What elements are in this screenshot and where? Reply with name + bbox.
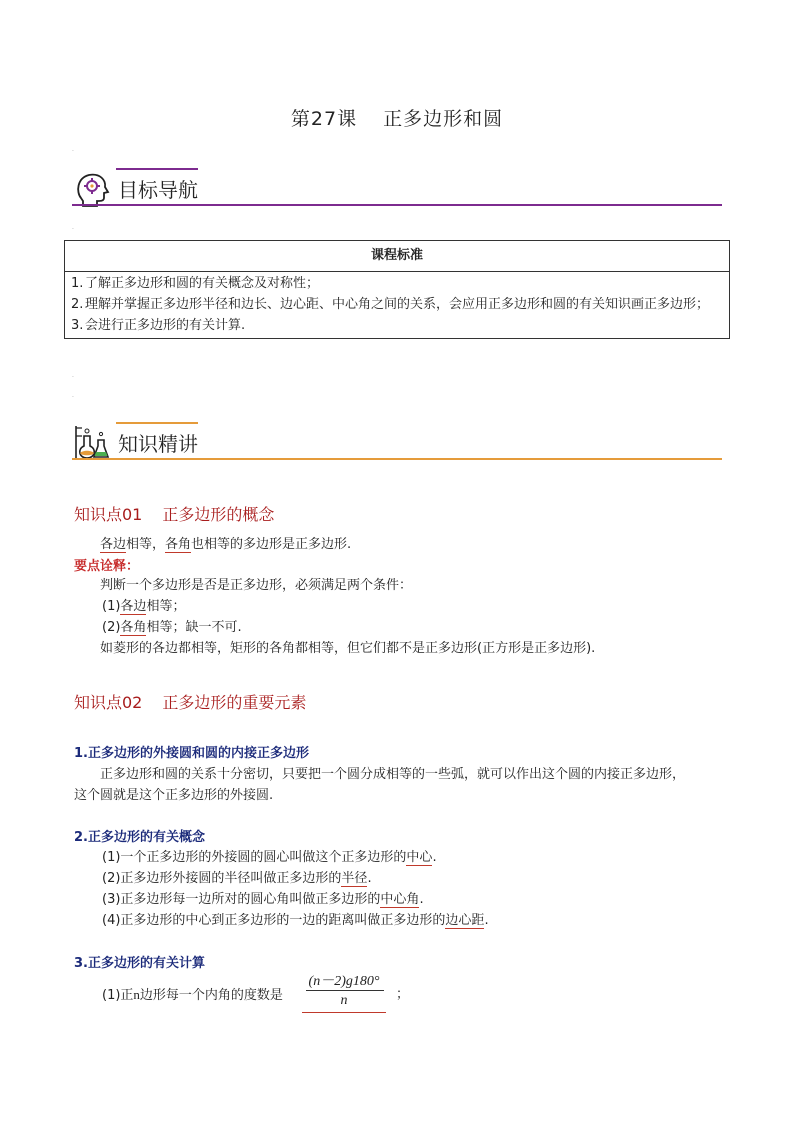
table-header: 课程标准: [65, 241, 729, 272]
calc-item-suffix: ；: [396, 987, 410, 1002]
course-standards-table: [64, 240, 730, 339]
blank-answer: 中心角: [380, 892, 420, 907]
decor-dot: ·: [72, 394, 74, 401]
concept-item: (1)一个正多边形的外接圆的圆心叫做这个正多边形的中心.: [102, 850, 437, 865]
page-title: [0, 104, 794, 131]
section-label: 目标导航: [118, 178, 198, 202]
section-divider: [72, 458, 722, 460]
blank-answer: 各角: [120, 620, 147, 635]
section-header-knowledge: [72, 422, 722, 464]
concept-item: (3)正多边形每一边所对的圆心角叫做正多边形的中心角.: [102, 892, 424, 907]
key-points-label: 要点诠释：: [74, 559, 140, 574]
section-top-rule: [116, 422, 198, 424]
blank-answer: 半径: [341, 871, 368, 886]
section-label: 知识精讲: [118, 432, 198, 456]
decor-dot: ·: [72, 374, 74, 381]
concept-item: (4)正多边形的中心到正多边形的一边的距离叫做正多边形的边心距.: [102, 913, 489, 928]
subsection-heading: 2.正多边形的有关概念: [74, 830, 205, 845]
variable-n: n: [133, 987, 140, 1002]
concept-item: (2)正多边形外接圆的半径叫做正多边形的半径.: [102, 871, 372, 886]
knowledge-point-01-title: 知识点01 正多边形的概念: [74, 505, 275, 524]
subsection-heading: 1.正多边形的外接圆和圆的内接正多边形: [74, 746, 309, 761]
kp1-note-intro: 判断一个多边形是否是正多边形，必须满足两个条件：: [100, 578, 413, 593]
lab-flask-icon: [72, 422, 112, 462]
fraction-numerator: (n－2)g180°: [308, 974, 380, 989]
lesson-title: 正多边形和圆: [383, 108, 504, 130]
standard-item: 1. 了解正多边形和圆的有关概念及对称性；: [71, 276, 320, 291]
blank-answer: 各边: [120, 599, 147, 614]
kp1-definition: 各边相等，各角也相等的多边形是正多边形.: [100, 537, 352, 552]
blank-answer: 边心距: [445, 913, 485, 928]
kp2-s1-line2: 这个圆就是这个正多边形的外接圆.: [74, 788, 274, 803]
subsection-heading: 3.正多边形的有关计算: [74, 956, 205, 971]
section-divider: [72, 204, 722, 206]
decor-dot: ·: [72, 226, 74, 233]
lesson-number: 第27课: [290, 108, 358, 130]
kp1-condition-1: (1)各边相等；: [102, 599, 186, 614]
section-top-rule: [116, 168, 198, 170]
blank-answer: 各角: [165, 537, 192, 552]
kp1-example: 如菱形的各边都相等，矩形的各角都相等，但它们都不是正多边形(正方形是正多边形).: [100, 641, 596, 656]
brain-gear-icon: [72, 168, 112, 208]
fraction-denominator: n: [340, 993, 348, 1008]
kp2-s1-line1: 正多边形和圆的关系十分密切，只要把一个圆分成相等的一些弧，就可以作出这个圆的内接正多边形，: [100, 767, 686, 782]
standard-item: 2. 理解并掌握正多边形半径和边长、边心距、中心角之间的关系，会应用正多边形和圆的有关知识画正多边形；: [71, 297, 710, 312]
fraction-bar: [306, 990, 384, 991]
blank-answer: 各边: [100, 537, 127, 552]
answer-underline: [302, 1012, 386, 1013]
standard-item: 3. 会进行正多边形的有关计算.: [71, 318, 246, 333]
decor-dot: ·: [72, 148, 74, 155]
kp1-condition-2: (2)各角相等；缺一不可.: [102, 620, 242, 635]
calc-item-prefix: (1)正n边形每一个内角的度数是: [102, 987, 283, 1003]
section-header-objectives: [72, 168, 722, 210]
blank-answer: 中心: [406, 850, 433, 865]
knowledge-point-02-title: 知识点02 正多边形的重要元素: [74, 693, 307, 712]
